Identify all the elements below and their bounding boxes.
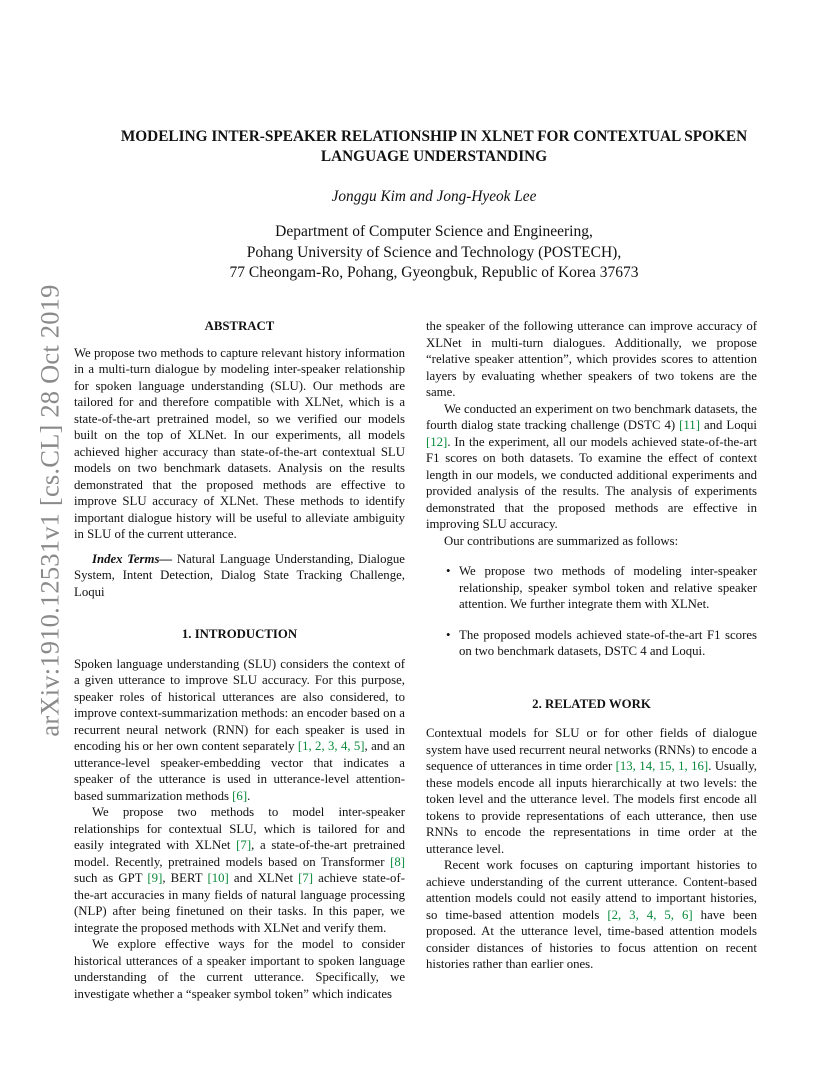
intro-p2-text-e: and XLNet	[228, 871, 299, 885]
abstract-body: We propose two methods to capture relevant history information in a multi-turn dialogue by modeling inter-speaker relationship for spoken language understanding (SLU). Our methods are tailored for and therefore compatible with XLNet, which is a state-of-the-art pretrained model, so we verified our models built on the top of XLNet. In our experiments, all models achieved higher accuracy than state-of-the-art contextual SLU models on two benchmark datasets. Analysis on the results demonstrated that the proposed methods are effective to improve SLU accuracy of XLNet. These methods to identify important dialogue history will be useful to alleviate ambiguity in SLU of the current utterance.	[74, 345, 405, 541]
title-line-2: LANGUAGE UNDERSTANDING	[320, 148, 548, 165]
index-terms-text: Natural Language Understanding, Dialogue System, Intent Detection, Dialog State Tracking Challenge, Loqui	[74, 551, 405, 599]
citation-link[interactable]: [1, 2, 3, 4, 5]	[297, 739, 365, 753]
left-column	[74, 318, 405, 1002]
citation-link[interactable]: [13, 14, 15, 1, 16]	[615, 759, 709, 773]
citation-link[interactable]: [12]	[426, 434, 448, 449]
citation-link[interactable]: [2, 3, 4, 5, 6]	[607, 907, 693, 922]
intro-paragraph-4: the speaker of the following utterance can improve accuracy of XLNet in multi-turn dialogues. Additionally, we propose “relative speaker attention”, which provides scores to attention layers by evaluating whether speakers of two tokens are the same.	[426, 319, 757, 399]
citation-link[interactable]: [7]	[236, 838, 252, 852]
intro-paragraph-2	[74, 804, 405, 936]
intro-p1-text-c: .	[247, 788, 251, 803]
intro-paragraph-1	[74, 656, 405, 805]
list-item: • We propose two methods of modeling inter-speaker relationship, speaker symbol token and relative speaker attention. We further integrate them with XLNet.	[426, 563, 757, 613]
intro-p2-text-c: such as GPT	[74, 871, 148, 885]
affiliation-line-2: Pohang University of Science and Technology (POSTECH),	[246, 243, 622, 261]
index-terms-label: Index Terms—	[92, 551, 173, 566]
title-line-1: MODELING INTER-SPEAKER RELATIONSHIP IN XLNET FOR CONTEXTUAL SPOKEN	[120, 128, 748, 145]
related-p2-text-b: have been proposed. At the utterance level, time-based attention models consider distances of histories to focus attention on recent histories rather than earlier ones.	[426, 907, 758, 971]
related-paragraph-2	[426, 857, 757, 973]
intro-p2-text-b: , a state-of-the-art pretrained model. Recently, pretrained models based on Transformer	[74, 838, 405, 869]
citation-link[interactable]: [6]	[232, 788, 248, 803]
related-p1-text-a: Contextual models for SLU or for other fields of dialogue system have used recurrent neural networks (RNNs) to encode a sequence of utterances in time order	[426, 726, 757, 773]
affiliation-line-1: Department of Computer Science and Engineering,	[275, 223, 593, 240]
citation-link[interactable]: [11]	[679, 418, 700, 432]
intro-p2-text-a: We propose two methods to model inter-speaker relationships for contextual SLU, which is tailored for and easily integrated with XLNet	[74, 805, 405, 852]
related-paragraph-1	[426, 725, 757, 857]
related-p1-text-b: . Usually, these models encode all inputs hierarchically at two levels: the token level and the utterance level. The models first encode all tokens to provide representations of each utterance, then use RNNs to encode the representations in time order at the utterance level.	[426, 759, 757, 856]
intro-p5-text-b: and Loqui	[699, 418, 757, 432]
intro-p2-text-d: , BERT	[162, 871, 208, 885]
intro-p1-text-b: , and an utterance-level speaker-embedding vector that indicates a speaker of the utterance is used in utterance-level attention-based summarization methods	[74, 739, 405, 803]
related-p2-text-a: Recent work focuses on capturing important histories to achieve understanding of the current utterance. Content-based attention models could not easily attend to important histories, so time-based attention models	[426, 858, 757, 922]
affiliation-line-3: 77 Cheongam-Ro, Pohang, Gyeongbuk, Republic of Korea 37673	[229, 264, 639, 281]
citation-link[interactable]: [7]	[298, 871, 314, 885]
right-column	[426, 318, 757, 973]
intro-p5-text-c: . In the experiment, all our models achieved state-of-the-art F1 scores on both datasets. To examine the effect of context length in our models, we conducted additional experiments and provided analysis of the results. The analysis of experiments demonstrated that the proposed methods are effective in improving SLU accuracy.	[426, 434, 757, 531]
intro-paragraph-5	[426, 401, 757, 533]
list-item: • The proposed models achieved state-of-the-art F1 scores on two benchmark datasets, DSTC 4 and Loqui.	[426, 627, 757, 660]
contributions-list	[426, 563, 757, 660]
intro-heading: 1. INTRODUCTION	[181, 627, 298, 641]
intro-paragraph-6: Our contributions are summarized as follows:	[444, 533, 679, 548]
intro-paragraph-3: We explore effective ways for the model to consider historical utterances of a speaker important to spoken language understanding of the current utterance. Specifically, we investigate whether a “speaker symbol token” which indicates	[74, 937, 405, 1001]
intro-p5-text-a: We conducted an experiment on two benchmark datasets, the fourth dialog state tracking challenge (DSTC 4)	[426, 401, 757, 432]
related-heading: 2. RELATED WORK	[532, 696, 651, 711]
index-terms	[74, 551, 405, 601]
abstract-heading: ABSTRACT	[204, 319, 275, 333]
arxiv-identifier: arXiv:1910.12531v1 [cs.CL] 28 Oct 2019	[34, 284, 65, 737]
citation-link[interactable]: [8]	[390, 854, 405, 869]
citation-link[interactable]: [10]	[207, 871, 229, 885]
affiliation	[60, 222, 808, 284]
authors: Jonggu Kim and Jong-Hyeok Lee	[331, 188, 537, 205]
intro-p1-text-a: Spoken language understanding (SLU) considers the context of a given utterance to improve SLU accuracy. For this purpose, speaker roles of historical utterances are also considered, to improve context-summarization methods: an encoder based on a recurrent neural network (RNN) for each speaker is used in encoding his or her own content separately	[74, 656, 405, 753]
paper-title	[60, 127, 808, 167]
citation-link[interactable]: [9]	[147, 871, 163, 885]
intro-p2-text-f: achieve state-of-the-art accuracies in many fields of natural language processing (NLP) after being finetuned on their tasks. In this paper, we integrate the proposed methods with XLNet and verify them.	[74, 871, 405, 935]
